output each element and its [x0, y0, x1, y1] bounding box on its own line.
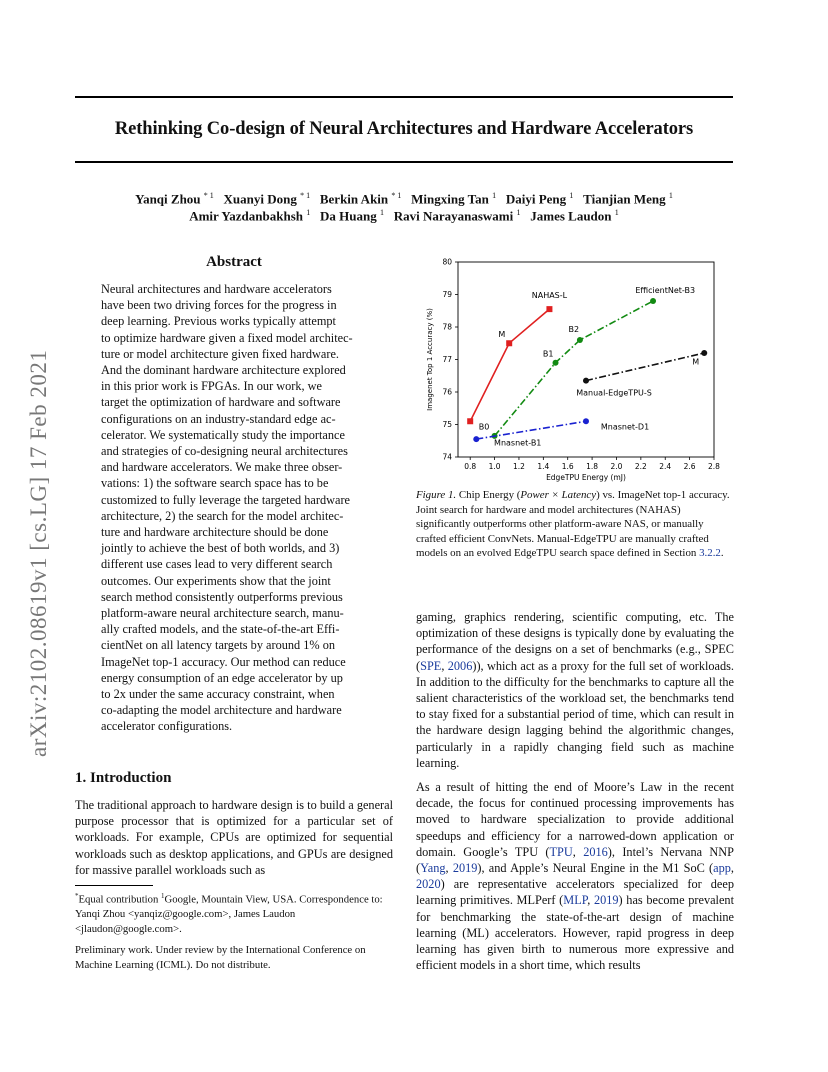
abstract-line: target the optimization of hardware and software [101, 395, 341, 410]
x-tick-label: 1.4 [537, 462, 550, 471]
series-line-nahas [470, 309, 549, 421]
y-tick-label: 74 [442, 452, 452, 462]
paragraph-text: )), which act as a proxy for the full set of workloads. In addition to the difficulty for the benchmarks to capture all the salient characteristics of the workload set, the benchmarks tend to stay fixed for a substantial period of time, which can result in the hardware design lagging behind the algorithmic changes, particularly in a rapidly changing field such as machine learning. [416, 658, 734, 770]
abstract-line: ture or model architecture given fixed hardware. [101, 346, 339, 361]
x-tick-label: 1.6 [561, 462, 574, 471]
author-name: Daiyi Peng [505, 191, 567, 207]
author-name: Xuanyi Dong [223, 191, 297, 207]
caption-end: . [720, 547, 724, 560]
author-name: Berkin Akin [319, 191, 389, 207]
abstract-line: ImageNet top-1 accuracy. Our method can reduce [101, 654, 346, 669]
data-point [583, 418, 589, 424]
data-point [577, 337, 583, 343]
paragraph-text: , [572, 844, 584, 859]
citation-link[interactable]: 2019 [452, 861, 478, 876]
arxiv-stamp: arXiv:2102.08619v1 [cs.LG] 17 Feb 2021 [26, 349, 51, 757]
point-annotation: M [498, 329, 506, 339]
abstract-line: and strategies of co-designing neural architectures [101, 444, 348, 459]
author-name: Da Huang [320, 208, 377, 224]
citation-link[interactable]: app [713, 861, 731, 876]
paragraph-text: , [587, 893, 594, 908]
author-affiliation-mark: * 1 [300, 191, 311, 200]
abstract-line: to 2x under the same accuracy constraint, when [101, 687, 335, 702]
point-annotation: B2 [568, 324, 580, 334]
citation-link[interactable]: 2020 [416, 877, 441, 892]
abstract-line: ture and hardware architecture should be done [101, 525, 329, 540]
data-point [506, 340, 512, 346]
point-annotation: M [692, 357, 700, 367]
paragraph-text: , [730, 861, 734, 876]
series-line-manual-edgetpu [586, 353, 704, 381]
right-paragraph-2 [416, 779, 734, 973]
abstract-line: to optimize hardware given a fixed model architec- [101, 330, 353, 345]
abstract-line: in this prior work is FPGAs. In our work, we [101, 379, 322, 394]
abstract-line: ally crafted models, and the state-of-the-art Effi- [101, 622, 340, 637]
paper-title: Rethinking Co-design of Neural Architectures and Hardware Accelerators [114, 119, 694, 139]
abstract-line: customized to fully leverage the targeted hardware [101, 492, 351, 507]
footnote-affiliation: Google, Mountain View, USA. Correspondence to: Yanqi Zhou <yanqiz@google.com>, James Laudon <jlaudon@google.com>. [75, 893, 383, 935]
abstract-line: jointly to achieve the best of both worlds, and 3) [101, 541, 340, 556]
abstract-line: outcomes. Our experiments show that the joint [101, 573, 331, 588]
citation-link[interactable]: SPE [420, 658, 442, 673]
title-top-rule [75, 96, 733, 98]
data-point [473, 436, 479, 442]
right-paragraph-1 [416, 609, 734, 771]
figure-caption [416, 488, 734, 561]
author-name: Yanqi Zhou [135, 191, 201, 207]
y-tick-label: 78 [442, 322, 452, 332]
author-affiliation-mark: 1 [492, 191, 497, 200]
abstract-line: have been two driving forces for the progress in [101, 298, 337, 313]
x-tick-label: 2.4 [659, 462, 672, 471]
point-annotation: Mnasnet-D1 [600, 422, 650, 432]
author-name: Ravi Narayanaswami [393, 208, 514, 224]
abstract-line: accelerator configurations. [101, 719, 233, 734]
citation-link[interactable]: TPU [549, 844, 573, 859]
caption-text-2: ) vs. ImageNet top-1 accuracy. Joint search for hardware and model architectures (NAHAS) significantly outperforms other platform-aware NAS, or manually crafted efficient ConvNets. Manual-EdgeTPU are manually crafted models on an evolved EdgeTPU search space defined in Section [416, 489, 730, 560]
point-annotation: NAHAS-L [531, 290, 568, 300]
x-tick-label: 1.8 [586, 462, 599, 471]
paragraph-text: , [441, 658, 448, 673]
y-tick-label: 77 [442, 355, 452, 364]
series-line-mnasnet [476, 421, 586, 439]
abstract-line: vations: 1) the software search space has to be [101, 476, 329, 491]
data-point [650, 298, 656, 304]
section-ref-link[interactable]: 3.2.2 [699, 547, 721, 560]
paragraph-text: As a result of hitting the end of Moore’s Law in the recent decade, the focus for continued processing improvements has moved to hardware specialization to provide additional speedups and efficiency for a narrowed-down application or domain. Google’s TPU ( [416, 780, 734, 859]
x-tick-label: 1.0 [488, 462, 501, 471]
abstract-line: And the dominant hardware architecture explored [101, 363, 346, 378]
abstract-line: and hardware accelerators. We make three obser- [101, 460, 343, 475]
abstract-line: configurations on an industry-standard edge ac- [101, 411, 336, 426]
abstract-line: cientNet on all latency targets by around 1% on [101, 638, 336, 653]
citation-link[interactable]: Yang [420, 861, 446, 876]
point-annotation: Manual-EdgeTPU-S [576, 388, 652, 398]
series-line-efficientnet [495, 301, 653, 436]
author-affiliation-mark: 1 [306, 208, 311, 217]
author-line-2 [75, 208, 733, 224]
data-point [701, 350, 707, 356]
author-name: Mingxing Tan [411, 191, 489, 207]
data-point [467, 418, 473, 424]
abstract-line: energy consumption of an edge accelerator by up [101, 670, 343, 685]
preliminary-note: Preliminary work. Under review by the International Conference on Machine Learning (ICML). Do not distribute. [75, 944, 366, 971]
abstract-line: search method consistently outperforms previous [101, 589, 343, 604]
footnote: *Equal contribution $^1$Google, Mountain View, USA. Correspondence to: Yanqi Zhou <yanqiz@google.com>, James Laudon <jlaudon@google.com>. [75, 892, 383, 935]
paragraph-text: ) has become prevalent for benchmarking the state-of-the-art design of machine learning (ML) accelerators. However, rapid progress in deep learning has given birth to numerous more expressive and efficient models in a short time, which results [416, 893, 734, 973]
caption-label: Figure 1. [416, 489, 457, 501]
abstract-line: architecture, 2) the search for the model architec- [101, 508, 344, 523]
caption-math: Power × Latency [520, 489, 597, 501]
x-tick-label: 2.8 [708, 462, 720, 471]
abstract-line: Neural architectures and hardware accelerators [101, 282, 332, 296]
author-affiliation-mark: 1 [668, 191, 673, 200]
citation-link[interactable]: 2016 [583, 844, 608, 859]
paragraph-text: ), Intel’s Nervana NNP ( [416, 844, 735, 876]
point-annotation: B0 [478, 422, 490, 432]
title-bottom-rule [75, 161, 733, 163]
y-tick-label: 80 [442, 257, 452, 267]
data-point [583, 378, 589, 384]
point-annotation: B1 [542, 349, 554, 359]
author-affiliation-mark: * 1 [391, 191, 402, 200]
author-affiliation-mark: 1 [379, 208, 384, 217]
abstract-heading: Abstract [206, 254, 262, 270]
x-axis-label: EdgeTPU Energy (mJ) [546, 473, 626, 482]
footnote-equal: Equal contribution [78, 893, 159, 906]
data-point [553, 360, 559, 366]
introduction-paragraph: The traditional approach to hardware design is to build a general purpose processor that is optimized for a particular set of workloads. For example, CPUs are optimized for sequential workloads such as desktop applications, and GPUs are designed for massive parallel workloads such as [75, 798, 393, 877]
author-name: James Laudon [530, 208, 612, 224]
data-point [546, 306, 552, 312]
paragraph-text: ) are representative accelerators specialized for deep learning primitives. MLPerf ( [416, 877, 734, 908]
energy-accuracy-chart [416, 252, 730, 484]
abstract-line: celerator. We systematically study the importance [101, 427, 345, 442]
author-name: Amir Yazdanbakhsh [189, 208, 303, 224]
figure-1 [416, 252, 730, 484]
abstract-line: deep learning. Previous works typically attempt [101, 314, 336, 329]
abstract-body [101, 281, 368, 735]
author-line-1 [75, 191, 733, 207]
x-tick-label: 0.8 [464, 462, 477, 471]
author-affiliation-mark: * 1 [203, 191, 214, 200]
caption-text-1: Chip Energy ( [458, 489, 521, 501]
footnote-rule [75, 885, 153, 886]
x-tick-label: 2.6 [683, 462, 696, 471]
author-affiliation-mark: 1 [516, 208, 521, 217]
citation-link[interactable]: 2006 [447, 658, 473, 673]
x-tick-label: 1.2 [512, 462, 525, 471]
author-name: Tianjian Meng [583, 191, 666, 207]
citation-link[interactable]: MLP [563, 893, 588, 908]
paragraph-text: gaming, graphics rendering, scientific computing, etc. The optimization of these designs is typically done by evaluating the performance of the designs on a set of benchmarks (e.g., SPEC ( [416, 610, 734, 673]
introduction-heading: 1. Introduction [75, 770, 172, 786]
x-tick-label: 2.0 [610, 462, 623, 471]
author-affiliation-mark: 1 [614, 208, 619, 217]
point-annotation: Mnasnet-B1 [494, 438, 542, 448]
paragraph-text: , [445, 861, 453, 876]
paragraph-text: ), and Apple’s Neural Engine in the M1 SoC ( [477, 861, 714, 876]
abstract-line: co-adapting the model architecture and hardware [101, 703, 342, 718]
abstract-line: platform-aware neural architecture search, manu- [101, 606, 344, 621]
author-affiliation-mark: 1 [569, 191, 574, 200]
y-tick-label: 79 [442, 290, 452, 299]
citation-link[interactable]: 2019 [593, 893, 619, 908]
x-tick-label: 2.2 [634, 462, 647, 471]
y-axis-label: Imagenet Top 1 Accuracy (%) [426, 308, 434, 411]
point-annotation: EfficientNet-B3 [635, 285, 696, 295]
y-tick-label: 76 [442, 387, 452, 397]
y-tick-label: 75 [442, 420, 452, 429]
abstract-line: different use cases lead to very different search [101, 557, 333, 572]
